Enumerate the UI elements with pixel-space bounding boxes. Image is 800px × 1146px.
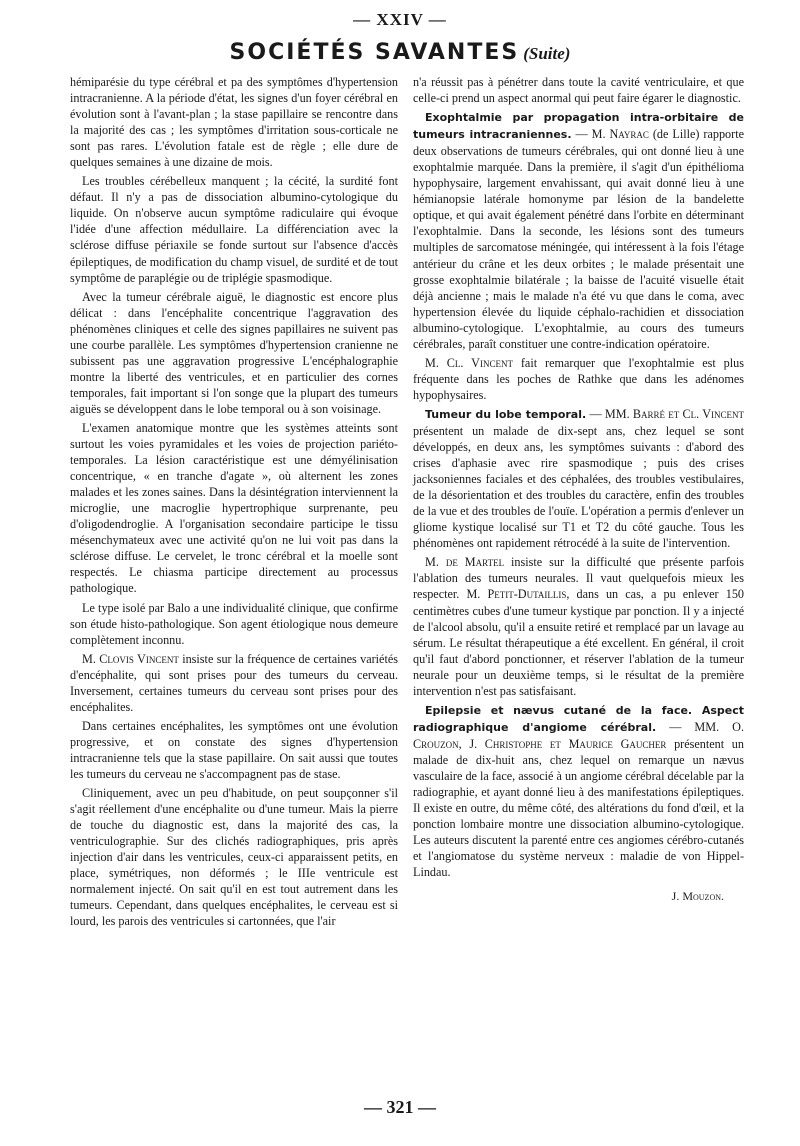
paragraph-text: présentent un malade de dix-sept ans, chez lequel se sont développés, en deux ans, les symptômes suivants : d'abord des crises d'aphasie avec rire spasmodique ; puis des crises jacksoniennes faciales et des céphalées, des troubles vestibulaires, de la désorientation et des troubles du caractère, enfin des troubles de la vue et des troubles de l'ouïe. L'opération a permis d'enlever un gliome kystique localisé sur T1 et T2 du côté gauche. Tous les phénomènes ont rapidement rétrocédé à la suite de l'intervention. [413, 423, 744, 551]
section-title: SOCIÉTÉS SAVANTES [229, 40, 520, 65]
paragraph: Les troubles cérébelleux manquent ; la cécité, la surdité font défaut. Il n'y a pas de dissociation albumino-cytologique du liquide. On n'observe aucun symptôme radiculaire qui évoque l'idée d'une affection médullaire. La différenciation avec la sclérose diffuse périaxile se fonde surtout sur l'absence d'accès épileptiques, de modification du champ visuel, de surdité et de tout symptôme de paraplégie ou de triplégie spasmodique. [70, 174, 398, 285]
report-title: Tumeur du lobe temporal. [425, 407, 587, 421]
paragraph: n'a réussit pas à pénétrer dans toute la cavité ventriculaire, et que celle-ci prend un aspect anormal qui peut faire égarer le diagnostic. [413, 75, 744, 106]
paragraph [70, 651, 398, 715]
paragraph-text: (de Lille) rapporte deux observations de tumeurs cérébrales, qui ont donné lieu à une exophtalmie marquée. Dans la première, il s'agit d'un épithélioma hypophysaire, largement envahissant, qui avait donné lieu à une hémianopsie latérale homonyme par lésion de la bandelette optique, et qui avait également pénétré dans l'orbite en déterminant l'exophtalmie. Dans la seconde, les lésions sont des tumeurs multiples de sarcomatose méningée, qui intéressent à la fois l'étage antérieur du crâne et les deux orbites ; le malade présentait une grosse exophtalmie bilatérale ; la baisse de l'acuité visuelle était déjà ancienne ; mais le malade n'a été vu que dans le coma, avec hypertension élevée du liquide céphalo-rachidien et dissociation albumino-cytologique. L'exophtalmie, au cours des tumeurs cérébrales, paraît constituer une contre-indication opératoire. [413, 127, 744, 351]
page-folio: — XXIV — [353, 10, 447, 29]
report-entry [413, 702, 744, 881]
paragraph: L'examen anatomique montre que les systèmes atteints sont surtout les voies pyramidales et les voies de projection pariéto-temporales. La lésion caractéristique est une démyélinisation concentrique, « en tranche d'agate », où alternent les zones malades et les zones saines. Dans la désintégration interviennent la microglie, une macroglie hypertrophique surprenante, peu d'oligodendroglie. A l'organisation secondaire participe le tissu mésenchymateux avec une activité qu'on ne lui voit pas dans la sclérose diffuse. Le cervelet, le tronc cérébral et la moelle sont respectés. Le chiasma participe directement au processus pathologique. [70, 420, 398, 596]
section-title-suffix: (Suite) [523, 44, 571, 63]
paragraph: hémiparésie du type cérébral et pa des symptômes d'hypertension intracranienne. A la période d'état, les signes d'un foyer cérébral en évolution sont à l'avant-plan ; la stase papillaire se rencontre dans la majorité des cas ; les symptômes d'irritation sous-corticale ne sont pas rares. L'évolution fatale est de règle ; elle dure de quelques semaines à une dizaine de mois. [70, 75, 398, 170]
paragraph: Cliniquement, avec un peu d'habitude, on peut soupçonner s'il s'agit réellement d'une encéphalite ou d'une tumeur. Mais la pierre de touche du diagnostic est, dans la majorité des cas, la ventriculographie. Sur des clichés radiographiques, pris après injection d'air dans les ventricules, ceux-ci apparaissent petits, en place, symétriques, non déformés ; le IIIe ventricule est normalement injecté. On sait qu'il en est tout autrement dans les tumeurs. Cependant, dans quelques encéphalites, le cerveau est si lourd, les parois des ventricules si cartonnées, que l'air [70, 786, 398, 929]
author-name: — M. Nayrac [575, 127, 649, 142]
left-column [70, 74, 398, 929]
author-name: — MM. O. Crouzon, J. Christophe et Maurice Gaucher [413, 719, 744, 751]
paragraph-text: insiste sur la fréquence de certaines variétés d'encéphalite, qui sont prises pour des tumeurs du cerveau. Inversement, certaines tumeurs du cerveau sont prises pour des encéphalites. [70, 651, 398, 714]
paragraph-text: insiste sur la difficulté que présente parfois l'ablation des tumeurs neurales. Il vaut quelquefois mieux les respecter. [413, 555, 745, 602]
right-column [413, 74, 744, 904]
paragraph [413, 554, 744, 698]
author-name: M. de Martel [425, 555, 505, 570]
report-title: Epilepsie et nævus cutané de la face. Aspect radiographique d'angiome cérébral. [413, 703, 744, 734]
paragraph: Avec la tumeur cérébrale aiguë, le diagnostic est encore plus délicat : dans l'encéphalite concentrique l'aggravation des phénomènes cliniques et celle des signes papillaires ne suivent pas une courbe parallèle. Les symptômes d'hypertension cranienne ne subissent pas une aggravation progressive L'encéphalographie montre la liberté des ventricules, et en particulier des cornes temporales, fait important si l'on songe que la plupart des tumeurs aiguës se développent dans le lobe temporal ou à son voisinage. [70, 289, 398, 416]
author-name: M. Cl. Vincent [425, 355, 513, 370]
paragraph-text: présentent un malade de dix-huit ans, chez lequel on remarque un nævus vasculaire de la face, associé à un angiome cérébral décelable par la radiographie, et ayant donné lieu à des manifestations épileptiques. Il existe en outre, du même côté, des altérations du fond d'œil, et la ponction lombaire montre une dissociation albumino-cytologique. Les auteurs discutent la parenté entre ces angiomes cérébro-cutanés et l'angiomatose du système nerveux : maladie de von Hippel-Lindau. [413, 736, 744, 880]
paragraph: Dans certaines encéphalites, les symptômes ont une évolution progressive, et on constate des signes d'hypertension intracranienne tels que la stase papillaire. On sait aussi que toutes les tumeurs du cerveau ne s'accompagnent pas de stase. [70, 718, 398, 781]
author-signature: J. Mouzon. [671, 889, 724, 904]
page-number: — 321 — [364, 1097, 436, 1117]
paragraph-text: dans un cas, a pu enlever 150 centimètres cubes d'une tumeur kystique par ponction. Il y a injecté de l'alcool absolu, qu'il a ensuite retiré et remplacé par un lavage au sérum. Le résultat thérapeutique a été excellent. En général, il croit qu'il faut d'abord ponctionner, et réserver l'ablation de la tumeur neurale pour un deuxième temps, si le résultat de la première intervention n'est pas satisfaisant. [413, 587, 745, 698]
report-entry [413, 406, 744, 551]
paragraph: Le type isolé par Balo a une individualité clinique, que confirme son étude histo-pathologique. Son agent étiologique nous demeure complètement inconnu. [70, 600, 398, 647]
report-entry [413, 109, 744, 352]
report-title: Exophtalmie par propagation intra-orbitaire de tumeurs intracraniennes. [413, 111, 744, 142]
section-heading [0, 39, 800, 69]
paragraph-text: fait remarquer que l'exophtalmie est plus fréquente dans les poches de Rathke que dans les adénomes hypophysaires. [413, 355, 745, 402]
author-name: M. Clovis Vincent [82, 651, 179, 666]
paragraph [413, 355, 744, 403]
author-name: M. Petit-Dutaillis, [466, 587, 570, 602]
author-name: — MM. Barré et Cl. Vincent [589, 406, 744, 421]
